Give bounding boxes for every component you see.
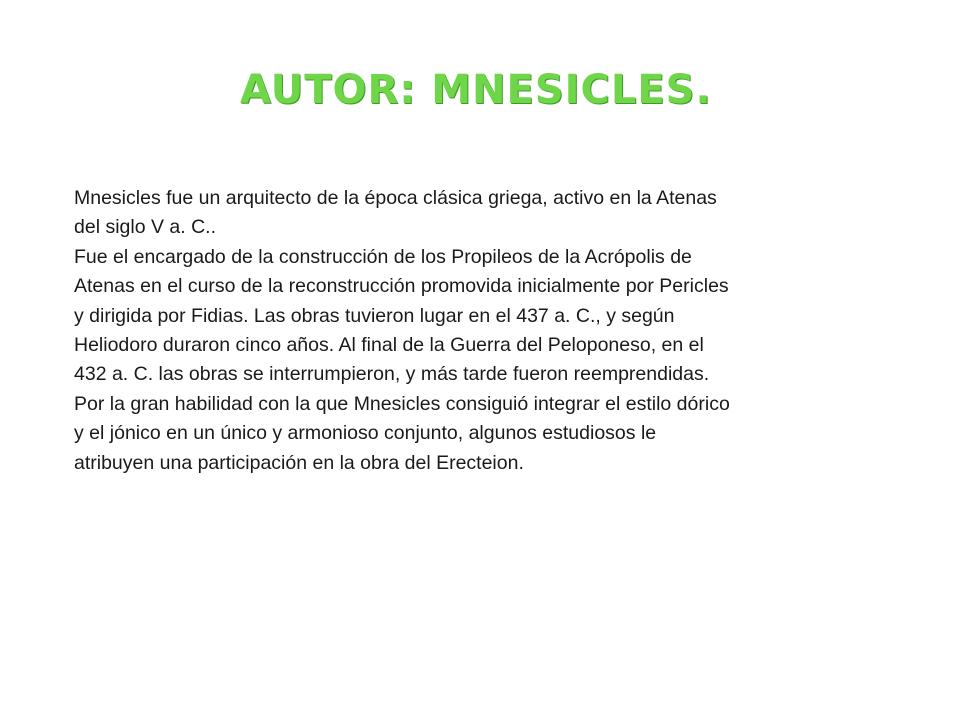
paragraph-intro: Mnesicles fue un arquitecto de la época clásica griega, activo en la Atenas del siglo V a. C..: [74, 187, 717, 239]
body-text: [74, 184, 906, 478]
slide-title: AUTOR: MNESICLES.: [240, 67, 712, 113]
paragraph-propileos: Fue el encargado de la construcción de los Propileos de la Acrópolis de Atenas en el curso de la reconstrucción promovida inicialmente por Pericles y dirigida por Fidias. Las obras tuvieron lugar en el 437 a. C., y según Heliodoro duraron cinco años. Al final de la Guerra del Peloponeso, en el 432 a. C. las obras se interrumpieron, y más tarde fueron reemprendidas.: [74, 245, 729, 386]
paragraph-erecteion: Por la gran habilidad con la que Mnesicles consiguió integrar el estilo dórico y el jónico en un único y armonioso conjunto, algunos estudiosos le atribuyen una participación en la obra del Erecteion.: [74, 392, 730, 474]
